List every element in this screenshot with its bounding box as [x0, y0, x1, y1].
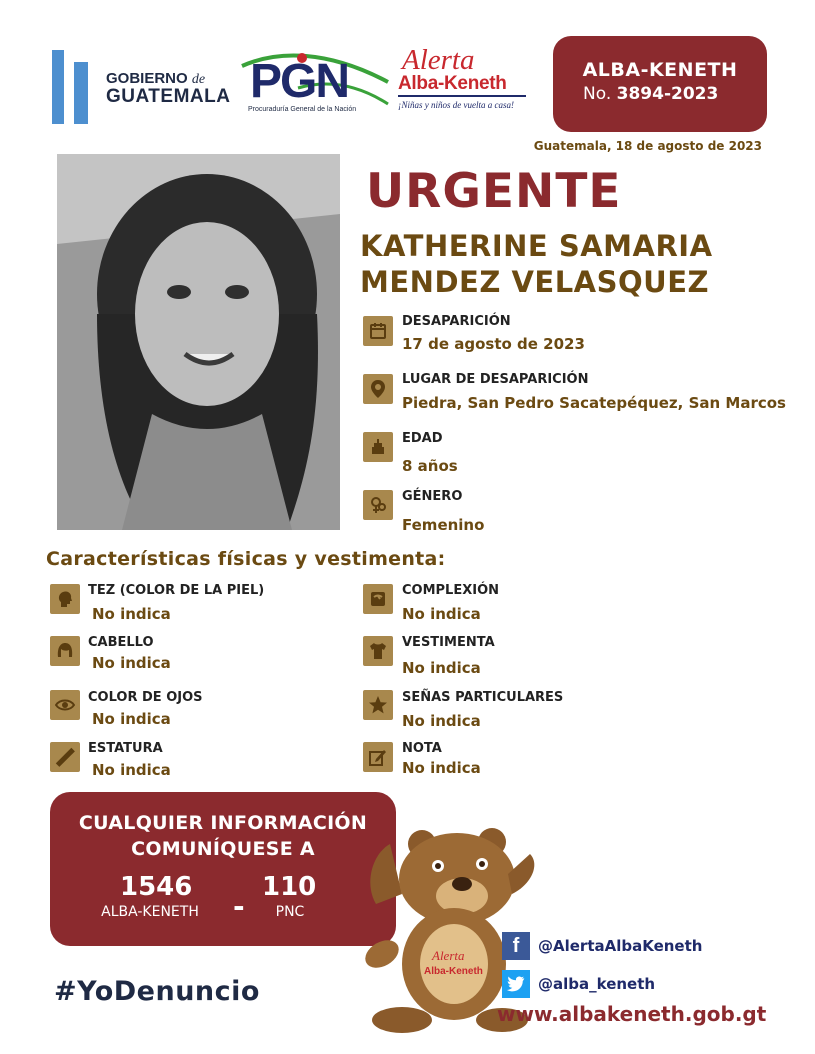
case-title: ALBA-KENETH — [582, 59, 738, 81]
alerta-alba-keneth-logo — [398, 46, 532, 116]
hair-icon — [50, 636, 80, 666]
svg-text:Alba-Keneth: Alba-Keneth — [424, 966, 483, 977]
alerta-tagline: ¡Niñas y niños de vuelta a casa! — [398, 100, 514, 110]
twitter-link[interactable] — [502, 969, 655, 999]
case-number-box — [553, 36, 767, 132]
info-label-age: EDAD — [402, 431, 443, 446]
location-pin-icon — [363, 374, 393, 404]
char-label-build: COMPLEXIÓN — [402, 583, 500, 598]
gov-line1: GOBIERNO — [106, 70, 188, 87]
contact-line1: CUALQUIER INFORMACIÓN — [78, 812, 368, 834]
photo-placeholder-icon — [57, 154, 340, 530]
info-label-disappearance: DESAPARICIÓN — [402, 314, 511, 329]
char-value-height: No indica — [92, 761, 171, 779]
head-profile-icon — [50, 584, 80, 614]
facebook-icon: f — [502, 932, 530, 960]
urgent-heading: URGENTE — [366, 164, 622, 219]
missing-child-photo — [57, 154, 340, 530]
ruler-icon — [50, 742, 80, 772]
name-line2: MENDEZ VELASQUEZ — [360, 265, 710, 299]
case-number: 3894-2023 — [616, 84, 719, 104]
facebook-link[interactable] — [502, 931, 702, 961]
twitter-handle: @alba_keneth — [538, 975, 656, 993]
pgn-logo — [238, 48, 394, 120]
char-value-marks: No indica — [402, 712, 481, 730]
char-value-note: No indica — [402, 759, 481, 777]
char-value-eyes: No indica — [92, 710, 171, 728]
hashtag: #YoDenuncio — [54, 976, 260, 1007]
pgn-letters: PGN — [250, 55, 349, 108]
char-value-clothing: No indica — [402, 659, 481, 677]
contact-separator: - — [233, 890, 245, 923]
info-value-disappearance: 17 de agosto de 2023 — [402, 335, 585, 353]
star-icon — [363, 690, 393, 720]
char-label-marks: SEÑAS PARTICULARES — [402, 690, 564, 705]
char-label-hair: CABELLO — [88, 635, 154, 650]
alerta-line2: Alba-Keneth — [398, 73, 507, 94]
facebook-handle: @AlertaAlbaKeneth — [538, 937, 703, 955]
gov-de: de — [191, 72, 206, 87]
contact-number-alba-keneth[interactable]: 1546 — [120, 872, 193, 902]
government-logo-bars — [52, 50, 98, 124]
char-value-build: No indica — [402, 605, 481, 623]
issue-date: Guatemala, 18 de agosto de 2023 — [533, 139, 762, 153]
char-label-note: NOTA — [402, 741, 442, 756]
case-no-prefix: No. — [583, 84, 612, 104]
char-label-skin: TEZ (COLOR DE LA PIEL) — [88, 583, 265, 598]
government-logo-text — [106, 70, 230, 105]
contact-sub-alba-keneth: ALBA-KENETH — [101, 904, 199, 920]
website-link[interactable]: www.albakeneth.gob.gt — [497, 1002, 767, 1026]
contact-number-pnc[interactable]: 110 — [262, 872, 317, 902]
char-label-height: ESTATURA — [88, 741, 163, 756]
char-label-clothing: VESTIMENTA — [402, 635, 495, 650]
scale-icon — [363, 584, 393, 614]
contact-sub-pnc: PNC — [275, 904, 305, 920]
alerta-line1: Alerta — [402, 44, 475, 76]
char-value-skin: No indica — [92, 605, 171, 623]
info-label-location: LUGAR DE DESAPARICIÓN — [402, 372, 589, 387]
shirt-icon — [363, 636, 393, 666]
gov-line2: GUATEMALA — [106, 86, 231, 107]
missing-person-name — [360, 228, 780, 300]
twitter-bird-icon — [502, 970, 530, 998]
characteristics-title: Características físicas y vestimenta: — [46, 548, 446, 570]
contact-line2: COMUNÍQUESE A — [131, 838, 315, 860]
pgn-caption: Procuraduría General de la Nación — [248, 106, 357, 113]
note-edit-icon — [363, 742, 393, 772]
info-value-location: Piedra, San Pedro Sacatepéquez, San Marcos — [402, 394, 786, 412]
info-value-age: 8 años — [402, 457, 458, 475]
alerta-underline — [398, 95, 526, 97]
calendar-icon — [363, 316, 393, 346]
char-label-eyes: COLOR DE OJOS — [88, 690, 203, 705]
char-value-hair: No indica — [92, 654, 171, 672]
info-value-gender: Femenino — [402, 516, 485, 534]
eye-icon — [50, 690, 80, 720]
svg-text:Alerta: Alerta — [432, 948, 465, 963]
cake-icon — [363, 432, 393, 462]
name-line1: KATHERINE SAMARIA — [360, 229, 713, 263]
info-label-gender: GÉNERO — [402, 489, 463, 504]
contact-box — [50, 792, 396, 946]
gender-icon — [363, 490, 393, 520]
